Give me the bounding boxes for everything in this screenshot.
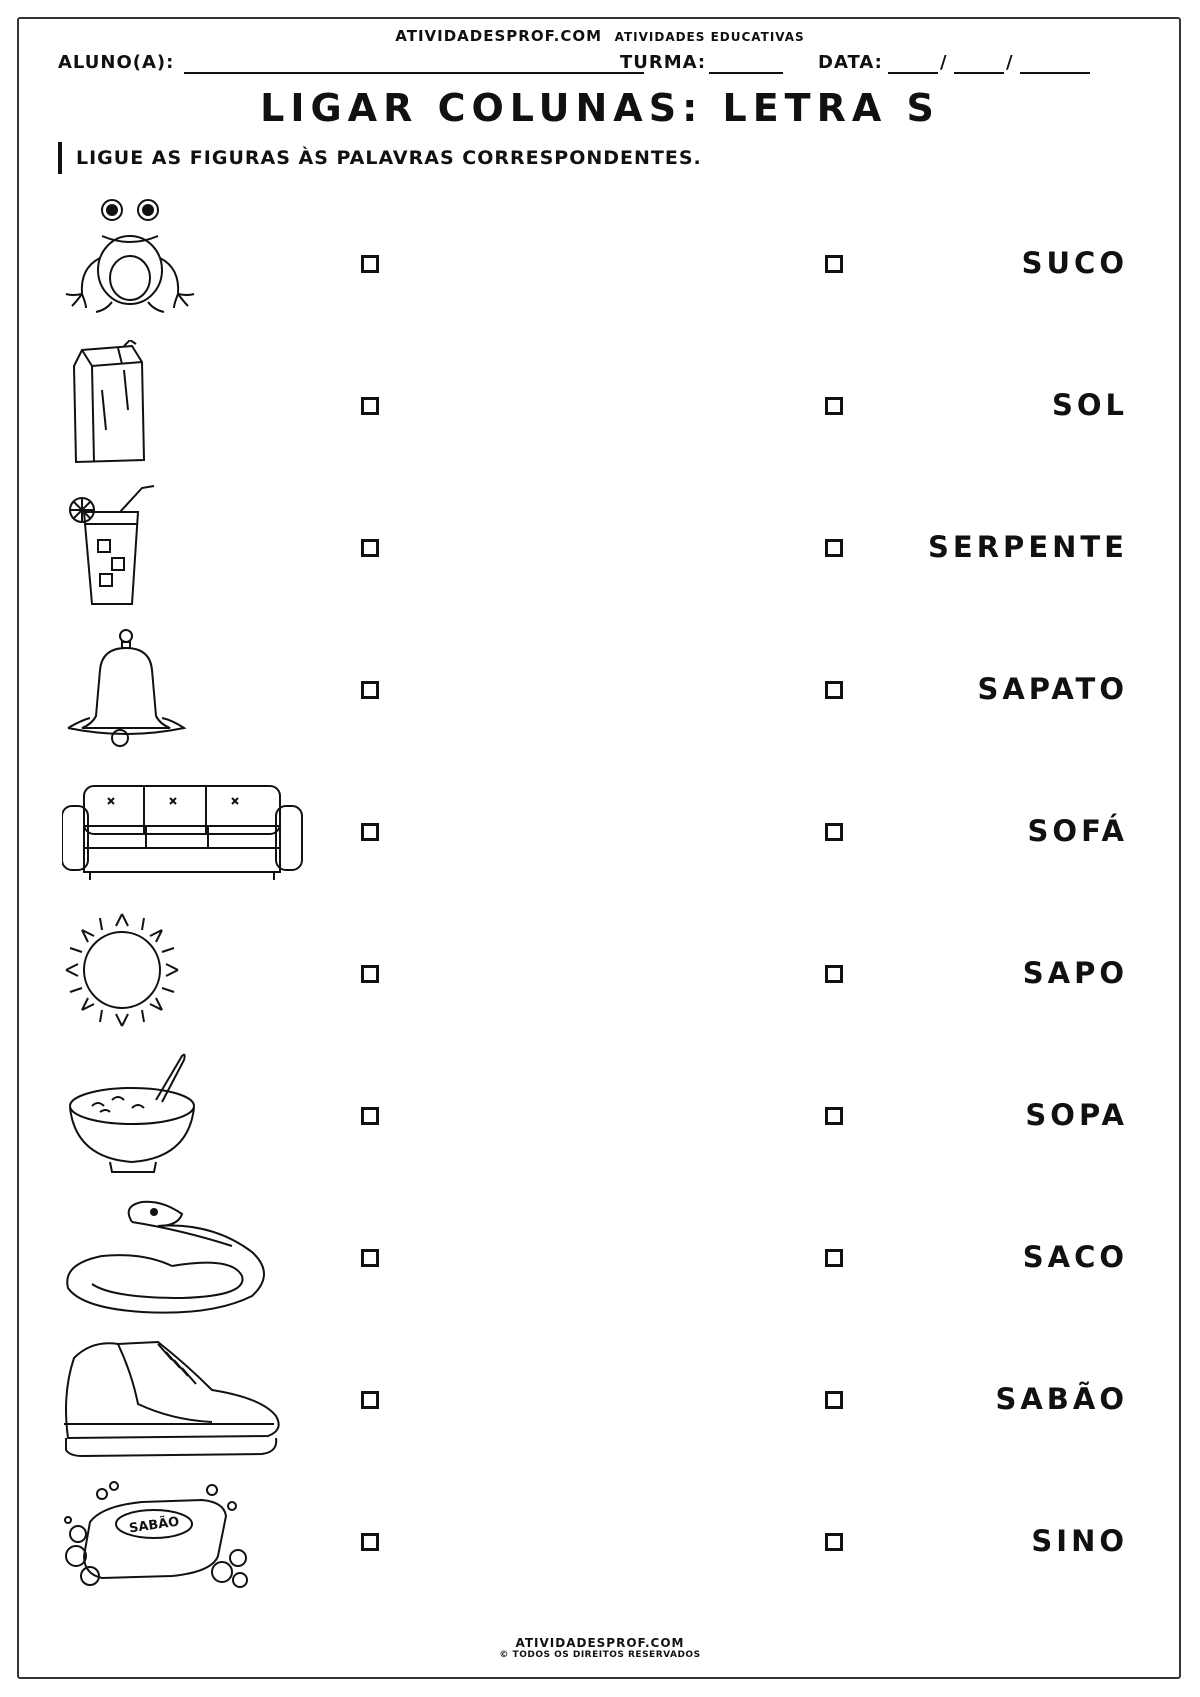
list-item xyxy=(0,1192,1200,1334)
instruction: LIGUE AS FIGURAS ÀS PALAVRAS CORRESPONDENTES. xyxy=(58,142,702,174)
word-label: SUCO xyxy=(1021,246,1128,280)
word-label: SABÃO xyxy=(995,1382,1128,1416)
soap-bar-icon xyxy=(62,1476,322,1606)
list-item xyxy=(0,482,1200,624)
list-item xyxy=(0,1050,1200,1192)
word-label: SOPA xyxy=(1025,1098,1128,1132)
left-checkbox[interactable] xyxy=(361,539,379,557)
word-label: SINO xyxy=(1031,1524,1128,1558)
date-day-field[interactable] xyxy=(888,52,938,74)
word-label: SERPENTE xyxy=(928,530,1128,564)
date-separator: / xyxy=(1006,52,1014,73)
right-checkbox[interactable] xyxy=(825,255,843,273)
left-checkbox[interactable] xyxy=(361,1533,379,1551)
list-item xyxy=(0,624,1200,766)
left-checkbox[interactable] xyxy=(361,681,379,699)
class-field[interactable] xyxy=(709,52,783,74)
left-checkbox[interactable] xyxy=(361,965,379,983)
shoe-icon xyxy=(62,1334,322,1464)
juice-glass-icon xyxy=(62,482,322,612)
bell-icon xyxy=(62,624,322,754)
date-label: DATA: xyxy=(818,52,883,73)
date-year-field[interactable] xyxy=(1020,52,1090,74)
student-label: ALUNO(A): xyxy=(58,52,175,73)
list-item xyxy=(0,766,1200,908)
footer-site: ATIVIDADESPROF.COM xyxy=(515,1636,685,1650)
right-checkbox[interactable] xyxy=(825,1391,843,1409)
right-checkbox[interactable] xyxy=(825,1533,843,1551)
right-checkbox[interactable] xyxy=(825,539,843,557)
date-separator: / xyxy=(940,52,948,73)
site-subtitle: ATIVIDADES EDUCATIVAS xyxy=(614,30,805,44)
list-item xyxy=(0,340,1200,482)
list-item xyxy=(0,908,1200,1050)
word-label: SOL xyxy=(1051,388,1128,422)
word-label: SAPATO xyxy=(977,672,1128,706)
right-checkbox[interactable] xyxy=(825,965,843,983)
sofa-icon xyxy=(62,766,322,896)
sun-icon xyxy=(62,908,322,1038)
frog-icon xyxy=(62,198,322,328)
left-checkbox[interactable] xyxy=(361,823,379,841)
paper-bag-icon xyxy=(62,340,322,470)
word-label: SOFÁ xyxy=(1027,814,1128,848)
word-label: SAPO xyxy=(1022,956,1128,990)
class-label: TURMA: xyxy=(620,52,707,73)
list-item xyxy=(0,1334,1200,1476)
right-checkbox[interactable] xyxy=(825,681,843,699)
right-checkbox[interactable] xyxy=(825,397,843,415)
left-checkbox[interactable] xyxy=(361,1249,379,1267)
list-item xyxy=(0,198,1200,340)
soap-label: SABÃO xyxy=(128,1514,181,1537)
right-checkbox[interactable] xyxy=(825,1249,843,1267)
footer-rights: © TODOS OS DIREITOS RESERVADOS xyxy=(499,1650,701,1660)
snake-icon xyxy=(62,1192,322,1322)
left-checkbox[interactable] xyxy=(361,397,379,415)
right-checkbox[interactable] xyxy=(825,823,843,841)
soup-bowl-icon xyxy=(62,1050,322,1180)
page-title: LIGAR COLUNAS: LETRA S xyxy=(260,86,940,130)
site-name: ATIVIDADESPROF.COM xyxy=(395,27,603,45)
list-item xyxy=(0,1476,1200,1618)
student-info-line xyxy=(58,52,1148,78)
site-header xyxy=(0,26,1200,45)
right-checkbox[interactable] xyxy=(825,1107,843,1125)
left-checkbox[interactable] xyxy=(361,1107,379,1125)
left-checkbox[interactable] xyxy=(361,255,379,273)
left-checkbox[interactable] xyxy=(361,1391,379,1409)
footer xyxy=(0,1636,1200,1660)
date-month-field[interactable] xyxy=(954,52,1004,74)
word-label: SACO xyxy=(1022,1240,1128,1274)
student-name-field[interactable] xyxy=(184,52,644,74)
